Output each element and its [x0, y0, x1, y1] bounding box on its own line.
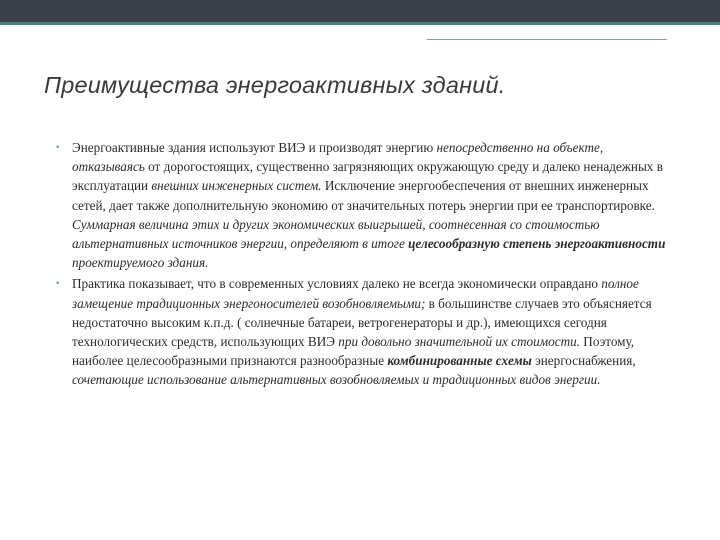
bullet-item — [56, 138, 674, 272]
bullet-marker: • — [56, 142, 60, 152]
bullet-text-run: проектируемого здания. — [72, 255, 209, 271]
bullet-text-run: полное замещение традиционных энергоносителей возобновляемыми; — [72, 276, 639, 311]
bullet-item — [56, 274, 674, 389]
slide-content — [56, 138, 674, 390]
bullet-text-run: от дорогостоящих, существенно загрязняющих окружающую среду и далеко ненадежных в эксплуатации — [72, 159, 663, 194]
top-accent-stripe — [0, 22, 720, 25]
bullet-text-run: энергоснабжения, — [531, 353, 636, 369]
bullet-marker: • — [56, 278, 60, 289]
bullet-text-run: Суммарная величина этих и других экономических выигрышей, соотнесенная со стоимостью альтернативных источников энергии, определяют в итоге — [72, 216, 600, 252]
bullet-text-run: при довольно значительной их стоимости. — [338, 334, 580, 350]
header-rule — [427, 39, 667, 40]
bullet-text-run: внешних инженерных систем. — [151, 178, 322, 194]
bullet-text-run: сочетающие использование альтернативных возобновляемых и традиционных видов энергии. — [72, 372, 601, 388]
bullet-text-run: непосредственно на объекте, отказываясь — [72, 140, 604, 175]
bullet-text-run: Поэтому, наиболее целесообразными признаются разнообразные — [72, 334, 635, 369]
bullet-text-run: Практика показывает, что в современных условиях далеко не всегда экономически оправдано — [72, 276, 602, 292]
bullet-text-run-emphasis: целесообразную степень энергоактивности — [408, 236, 666, 252]
top-decor-bar — [0, 0, 720, 22]
bullet-text-run: Энергоактивные здания используют ВИЭ и производят энергию — [72, 140, 437, 155]
bullet-text-run: в большинстве случаев это объясняется недостаточно высоким к.п.д. ( солнечные батареи, ветрогенераторы и др.), имеющихся сегодня технологических средств, использующих ВИЭ — [72, 295, 652, 350]
slide-title: Преимущества энергоактивных зданий. — [44, 72, 506, 98]
bullet-text-run: Исключение энергообеспечения от внешних инженерных сетей, дает также дополнительную экономию от значительных потерь энергии при ее транспортировке. — [72, 178, 655, 213]
bullet-text-run-emphasis: комбинированные схемы — [387, 353, 532, 369]
